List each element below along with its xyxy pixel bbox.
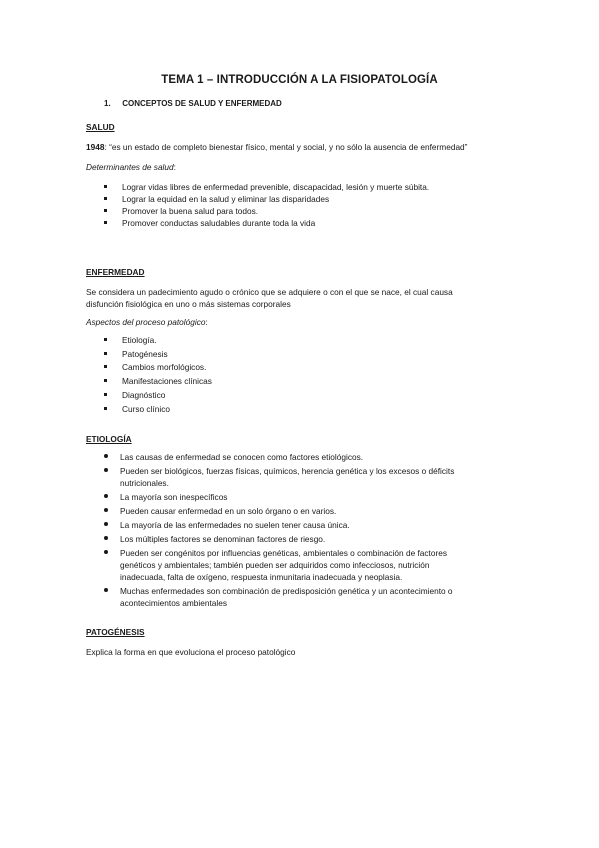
square-bullet-icon: [104, 352, 107, 355]
square-bullet-icon: [104, 185, 107, 188]
list-item: Curso clínico: [122, 403, 513, 417]
enfermedad-list: [122, 334, 513, 416]
list-item: Lograr la equidad en la salud y eliminar las disparidades: [122, 193, 513, 205]
square-bullet-icon: [104, 221, 107, 224]
round-bullet-icon: [104, 508, 108, 512]
salud-heading: SALUD: [86, 122, 115, 132]
list-item: Pueden ser biológicos, fuerzas físicas, químicos, herencia genética y los excesos o déficits nutricionales.: [120, 465, 513, 489]
salud-definition: [86, 141, 513, 153]
square-bullet-icon: [104, 393, 107, 396]
section-heading: [104, 98, 282, 110]
enfermedad-heading: ENFERMEDAD: [86, 267, 145, 277]
list-item: La mayoría son inespecíficos: [120, 491, 513, 503]
enfermedad-subheading: Aspectos del proceso patológico:: [86, 317, 208, 328]
round-bullet-icon: [104, 454, 108, 458]
salud-year: 1948: [86, 142, 105, 153]
section-number: 1.: [104, 99, 111, 108]
list-item: Promover la buena salud para todos.: [122, 205, 513, 217]
patogenesis-section: [86, 626, 513, 658]
etiologia-section: [86, 433, 513, 611]
salud-subheading: Determinantes de salud:: [86, 162, 176, 173]
list-item: Muchas enfermedades son combinación de predisposición genética y un acontecimiento o acontecimientos ambientales: [120, 585, 513, 609]
list-item: Manifestaciones clínicas: [122, 375, 513, 389]
section-label: CONCEPTOS DE SALUD Y ENFERMEDAD: [122, 99, 282, 108]
list-item: Las causas de enfermedad se conocen como factores etiológicos.: [120, 451, 513, 463]
salud-list: [122, 181, 513, 229]
round-bullet-icon: [104, 494, 108, 498]
list-item: Etiología.: [122, 334, 513, 348]
square-bullet-icon: [104, 379, 107, 382]
round-bullet-icon: [104, 588, 108, 592]
enfermedad-definition: Se considera un padecimiento agudo o crónico que se adquiere o con el que se nace, el cual causa disfunción fisiológica en uno o más sistemas corporales: [86, 287, 453, 310]
list-item: Lograr vidas libres de enfermedad prevenible, discapacidad, lesión y muerte súbita.: [122, 181, 513, 193]
list-item: Pueden causar enfermedad en un solo órgano o en varios.: [120, 505, 513, 517]
etiologia-list: [120, 451, 513, 609]
list-item: Los múltiples factores se denominan factores de riesgo.: [120, 533, 513, 545]
round-bullet-icon: [104, 536, 108, 540]
etiologia-heading: ETIOLOGÍA: [86, 434, 132, 444]
list-item: Promover conductas saludables durante toda la vida: [122, 217, 513, 229]
list-item: Cambios morfológicos.: [122, 361, 513, 375]
list-item: Patogénesis: [122, 348, 513, 362]
round-bullet-icon: [104, 522, 108, 526]
round-bullet-icon: [104, 468, 108, 472]
document-title: TEMA 1 – INTRODUCCIÓN A LA FISIOPATOLOGÍA: [161, 74, 438, 86]
salud-definition-text: : “es un estado de completo bienestar físico, mental y social, y no sólo la ausencia de enfermedad”: [104, 142, 468, 153]
patogenesis-heading: PATOGÉNESIS: [86, 627, 145, 637]
list-item: Pueden ser congénitos por influencias genéticas, ambientales o combinación de factores genéticos y ambientales; también pueden ser adquiridos como infecciosos, nutrición inadecuada, falta de oxígeno, respuesta inmunitaria inadecuada y neoplasia.: [120, 547, 513, 583]
round-bullet-icon: [104, 550, 108, 554]
square-bullet-icon: [104, 338, 107, 341]
enfermedad-section: [86, 266, 513, 416]
salud-section: [86, 121, 513, 229]
square-bullet-icon: [104, 365, 107, 368]
square-bullet-icon: [104, 197, 107, 200]
list-item: La mayoría de las enfermedades no suelen tener causa única.: [120, 519, 513, 531]
square-bullet-icon: [104, 209, 107, 212]
list-item: Diagnóstico: [122, 389, 513, 403]
patogenesis-text: Explica la forma en que evoluciona el proceso patológico: [86, 647, 296, 658]
square-bullet-icon: [104, 407, 107, 410]
